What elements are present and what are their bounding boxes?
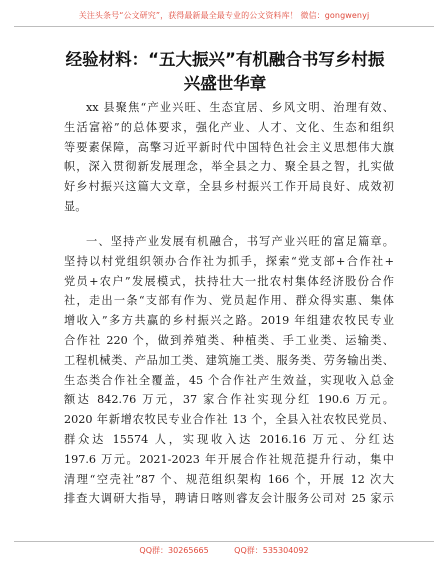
- text-line: 等要素保障，高擎习近平新时代中国特色社会主义思想伟大旗: [64, 140, 394, 154]
- footer-contact: QQ群：30265665 QQ群：535304092: [139, 546, 309, 555]
- text-line: 生态类合作社全覆盖，45 个合作社产生效益，实现收入总金: [64, 373, 394, 387]
- text-line: 帜，深入贯彻新发展理念，举全县之力、聚全县之智，扎实做: [64, 160, 394, 174]
- text-line: xx 县聚焦“产业兴旺、生态宜居、乡风文明、治理有效、: [86, 101, 394, 114]
- text-line: 清理“空壳社”87 个、规范组织架构 166 个，开展 12 次大: [64, 472, 394, 486]
- text-line: 额达 842.76 万元，37 家合作社实现分红 190.6 万元。: [64, 393, 394, 407]
- text-line: 党员+农户”发展模式，扶持壮大一批农村集体经济股份合作: [64, 274, 394, 288]
- footer-divider: [14, 541, 434, 542]
- title-line: 经验材料：“五大振兴”有机融合书写乡村振: [65, 50, 385, 69]
- text-line: 好乡村振兴这篇大文章，全县乡村振兴工作开局良好、成效初: [64, 180, 394, 194]
- document-title: [40, 48, 410, 96]
- text-line: 显。: [64, 199, 87, 213]
- text-line: 生活富裕”的总体要求，强化产业、人才、文化、生态和组织: [64, 120, 394, 134]
- text-line: 工程机械类、产品加工类、建筑施工类、服务类、劳务输出类、: [64, 353, 394, 367]
- paragraph-intro: [64, 98, 394, 217]
- title-line: 兴盛世华章: [183, 74, 267, 93]
- header-divider: [14, 26, 434, 27]
- text-line: 197.6 万元。2021-2023 年开展合作社规范提升行动，集中: [64, 452, 394, 466]
- text-line: 一、坚持产业发展有机融合，书写产业兴旺的富足篇章。: [86, 235, 394, 248]
- text-line: 2020 年新增农牧民专业合作社 13 个，全县入社农牧民党员、: [64, 413, 394, 427]
- paragraph-industry: [64, 232, 394, 509]
- header-banner: 关注头条号“公文研究”，获得最新最全最专业的公文资料库！ 微信：gongwenyj: [78, 11, 370, 20]
- text-line: 群众达 15574 人，实现收入达 2016.16 万元、分红达: [64, 432, 394, 446]
- text-line: 增收入”多方共赢的乡村振兴之路。2019 年组建农牧民专业: [64, 314, 394, 328]
- text-line: 坚持以村党组织领办合作社为抓手，探索“党支部+合作社+: [64, 254, 394, 268]
- text-line: 合作社 220 个，做到养殖类、种植类、手工业类、运输类、: [64, 333, 394, 347]
- text-line: 排查大调研大指导，聘请日喀则睿友会计服务公司对 25 家示: [64, 492, 394, 506]
- text-line: 社，走出一条“支部有作为、党员起作用、群众得实惠、集体: [64, 294, 394, 308]
